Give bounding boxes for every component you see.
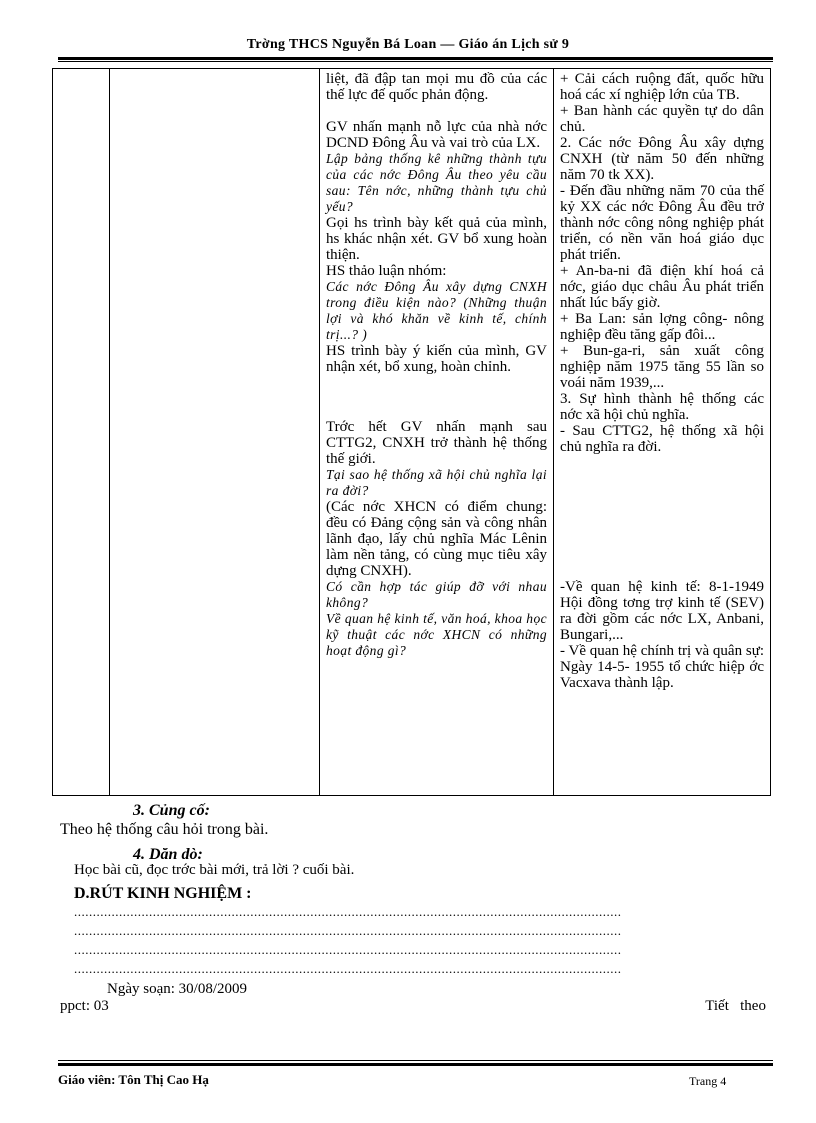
lesson-content-paragraph: -Về quan hệ kinh tế: 8-1-1949 Hội đồng tơng trợ kinh tế (SEV) ra đời gồm các nớc LX, Anbani, Bungari,... — [560, 579, 764, 643]
footer-rule-thin — [58, 1060, 773, 1061]
lesson-content-paragraph: 3. Sự hình thành hệ thống các nớc xã hội chủ nghĩa. — [560, 391, 764, 423]
teacher-activity-paragraph: liệt, đã đập tan mọi mu đồ của các thế lực đế quốc phản động. — [326, 71, 547, 103]
lesson-content-column — [554, 69, 771, 796]
lesson-content-paragraph: 2. Các nớc Đông Âu xây dựng CNXH (từ năm 50 đến những năm 70 tk XX). — [560, 135, 764, 183]
dan-do-heading: 4. Dăn dò: — [133, 846, 203, 863]
lesson-content-paragraph: + An-ba-ni đã điện khí hoá cả nớc, giáo dục châu Âu phát triển nhất lúc bấy giờ. — [560, 263, 764, 311]
table-cell-empty-1 — [53, 69, 110, 796]
teacher-activity-paragraph: Về quan hệ kinh tế, văn hoá, khoa học kỹ thuật các nớc XHCN có những hoạt động gì? — [326, 611, 547, 658]
teacher-activity-paragraph: HS thảo luận nhóm: — [326, 263, 447, 279]
teacher-activity-paragraph: Trớc hết GV nhấn mạnh sau CTTG2, CNXH trở thành hệ thống thế giới. — [326, 419, 547, 467]
footer-teacher-name: Giáo viên: Tôn Thị Cao Hạ — [58, 1072, 209, 1087]
teacher-activity-paragraph: Tại sao hệ thống xã hội chủ nghĩa lại ra đời? — [326, 467, 547, 498]
teacher-activity-paragraph: Gọi hs trình bày kết quả của mình, hs khác nhận xét. GV bổ xung hoàn thiện. — [326, 215, 547, 263]
lesson-content-paragraph: + Bun-ga-ri, sản xuất công nghiệp năm 1975 tăng 55 lần so voái năm 1939,... — [560, 343, 764, 391]
notes-line: .................................................................................................................................................. — [74, 924, 622, 938]
table-cell-empty-2 — [110, 69, 320, 796]
lesson-content-paragraph: - Về quan hệ chính trị và quân sự: Ngày 14-5- 1955 tổ chức hiệp ớc Vacxava thành lập. — [560, 643, 764, 691]
teacher-activity-column — [320, 69, 554, 796]
teacher-activity-paragraph: Lập bảng thống kê những thành tựu của các nớc Đông Âu theo yêu cầu sau: Tên nớc, những thành tựu chủ yếu? — [326, 151, 547, 214]
teacher-activity-paragraph: Các nớc Đông Âu xây dựng CNXH trong điều kiện nào? (Những thuận lợi và khó khăn về kinh tế, chính trị...? ) — [326, 279, 547, 342]
footer-rule-thick — [58, 1063, 773, 1066]
rut-kinh-nghiem-heading: D.RÚT KINH NGHIỆM : — [74, 885, 252, 902]
lesson-content-paragraph: - Đến đầu những năm 70 của thế kỷ XX các nớc Đông Âu đều trở thành nớc công nông nghiệp phát triển, có nền văn hoá giáo dục phát triển. — [560, 183, 764, 263]
notes-line: .................................................................................................................................................. — [74, 962, 622, 976]
notes-line: .................................................................................................................................................. — [74, 905, 622, 919]
lesson-content-paragraph: + Cải cách ruộng đất, quốc hữu hoá các xí nghiệp lớn của TB. — [560, 71, 764, 103]
header-rule-thin — [58, 61, 773, 62]
ngay-soan: Ngày soạn: 30/08/2009 — [107, 981, 247, 997]
dan-do-text: Học bài cũ, đọc trớc bài mới, trả lời ? cuối bài. — [74, 862, 355, 878]
teacher-activity-paragraph: GV nhấn mạnh nỗ lực của nhà nớc DCND Đông Âu và vai trò của LX. — [326, 119, 547, 151]
lesson-content-paragraph: + Ba Lan: sản lợng công- nông nghiệp đều tăng gấp đôi... — [560, 311, 764, 343]
cung-co-heading: 3. Củng cố: — [133, 802, 210, 819]
lesson-table — [52, 68, 771, 796]
lesson-content-paragraph: + Ban hành các quyền tự do dân chủ. — [560, 103, 764, 135]
teacher-activity-paragraph: HS trình bày ý kiến của mình, GV nhận xét, bổ xung, hoàn chỉnh. — [326, 343, 547, 375]
cung-co-text: Theo hệ thống câu hỏi trong bài. — [60, 821, 269, 838]
tiet-theo: Tiết theo — [705, 998, 766, 1014]
table-row — [53, 69, 771, 796]
header-rule-thick — [58, 57, 773, 60]
teacher-activity-paragraph: (Các nớc XHCN có điểm chung: đều có Đảng cộng sản và công nhân lãnh đạo, lấy chủ nghĩa Mác Lênin làm nền tảng, có cùng mục tiêu xây dựng CNXH). — [326, 499, 547, 579]
ppct: ppct: 03 — [60, 998, 109, 1014]
page-header-title: Trờng THCS Nguyễn Bá Loan — Giáo án Lịch sử 9 — [246, 37, 570, 52]
lesson-content-paragraph: - Sau CTTG2, hệ thống xã hội chủ nghĩa ra đời. — [560, 423, 764, 455]
teacher-activity-paragraph: Có cần hợp tác giúp đỡ với nhau không? — [326, 579, 547, 610]
footer-page-number: Trang 4 — [689, 1074, 727, 1088]
notes-line: .................................................................................................................................................. — [74, 943, 622, 957]
